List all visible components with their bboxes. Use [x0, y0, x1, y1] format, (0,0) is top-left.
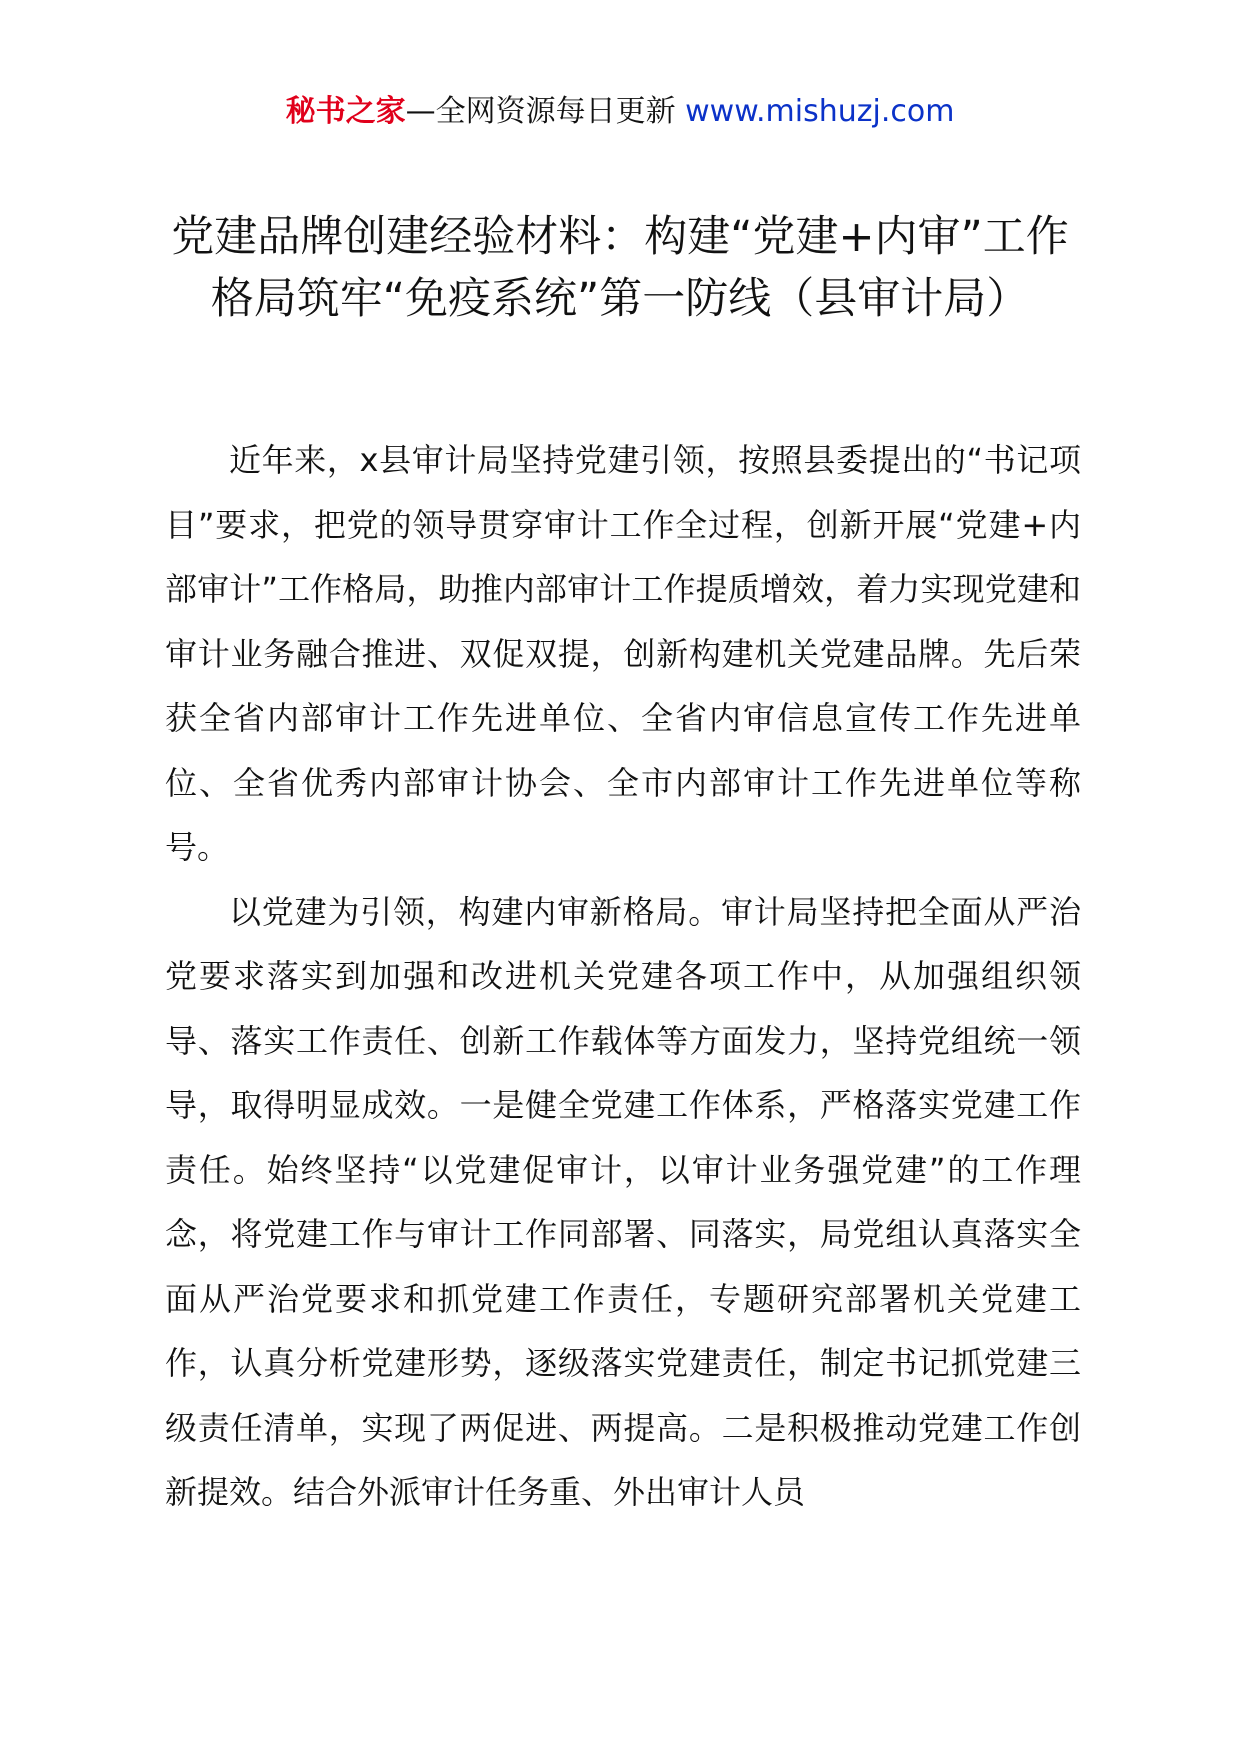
- site-brand: 秘书之家: [285, 94, 406, 129]
- document-body: [165, 428, 1081, 1525]
- site-tagline: —全网资源每日更新: [405, 94, 676, 129]
- site-url-link[interactable]: www.mishuzj.com: [685, 94, 955, 129]
- document-title: 党建品牌创建经验材料：构建“党建+内审”工作格局筑牢“免疫系统”第一防线（县审计局）: [171, 212, 1069, 324]
- body-paragraph: 近年来，x县审计局坚持党建引领，按照县委提出的“书记项目”要求，把党的领导贯穿审计工作全过程，创新开展“党建+内部审计”工作格局，助推内部审计工作提质增效，着力实现党建和审计业务融合推进、双促双提，创新构建机关党建品牌。先后荣获全省内部审计工作先进单位、全省内审信息宣传工作先进单位、全省优秀内部审计协会、全市内部审计工作先进单位等称号。: [165, 441, 1081, 866]
- body-paragraph: 以党建为引领，构建内审新格局。审计局坚持把全面从严治党要求落实到加强和改进机关党建各项工作中，从加强组织领导、落实工作责任、创新工作载体等方面发力，坚持党组统一领导，取得明显成效。一是健全党建工作体系，严格落实党建工作责任。始终坚持“以党建促审计，以审计业务强党建”的工作理念，将党建工作与审计工作同部署、同落实，局党组认真落实全面从严治党要求和抓党建工作责任，专题研究部署机关党建工作，认真分析党建形势，逐级落实党建责任，制定书记抓党建三级责任清单，实现了两促进、两提高。二是积极推动党建工作创新提效。结合外派审计任务重、外出审计人员: [165, 892, 1081, 1511]
- site-header: [0, 92, 1240, 132]
